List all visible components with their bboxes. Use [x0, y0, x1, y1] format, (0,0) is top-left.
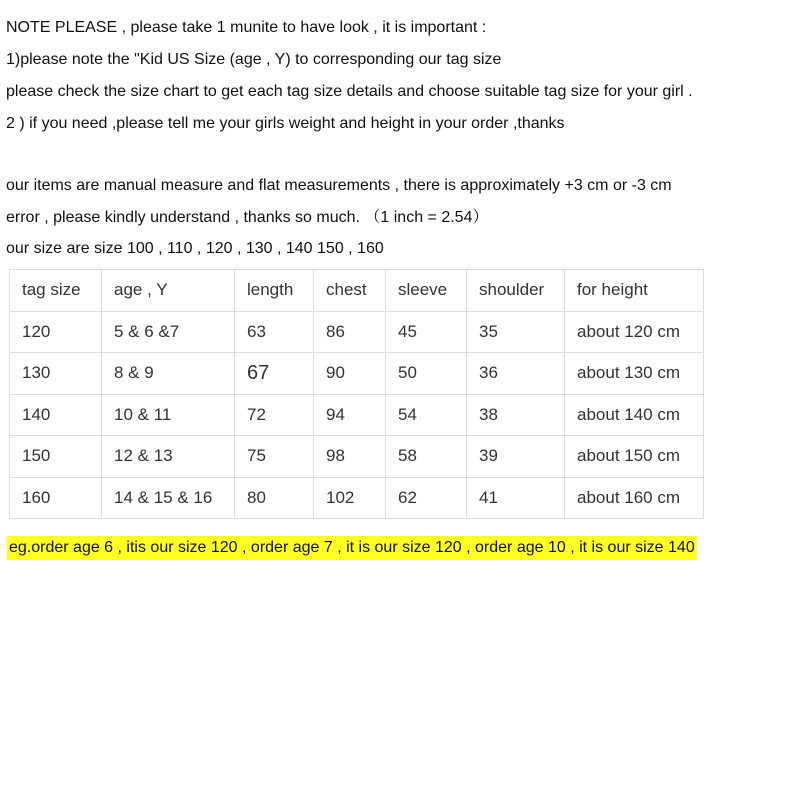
cell-for-height: about 160 cm [565, 477, 704, 519]
cell-age: 14 & 15 & 16 [102, 477, 235, 519]
cell-tag-size: 120 [10, 311, 102, 353]
cell-for-height: about 140 cm [565, 394, 704, 436]
cell-length: 67 [235, 353, 314, 395]
example-highlight: eg.order age 6 , itis our size 120 , order age 7 , it is our size 120 , order age 10 , it is our size 140 [7, 536, 697, 560]
note-line-check-chart: please check the size chart to get each tag size details and choose suitable tag size for your girl . [6, 83, 693, 100]
cell-chest: 94 [314, 394, 386, 436]
cell-age: 10 & 11 [102, 394, 235, 436]
cell-chest: 98 [314, 436, 386, 478]
cell-shoulder: 36 [467, 353, 565, 395]
header-chest: chest [314, 270, 386, 312]
cell-shoulder: 39 [467, 436, 565, 478]
cell-sleeve: 58 [386, 436, 467, 478]
note-line-size-mapping: 1)please note the "Kid US Size (age , Y) to corresponding our tag size [6, 51, 502, 68]
cell-for-height: about 130 cm [565, 353, 704, 395]
note-line-sizes: our size are size 100 , 110 , 120 , 130 , 140 150 , 160 [6, 240, 384, 257]
header-shoulder: shoulder [467, 270, 565, 312]
cell-age: 8 & 9 [102, 353, 235, 395]
cell-sleeve: 54 [386, 394, 467, 436]
header-tag-size: tag size [10, 270, 102, 312]
cell-chest: 102 [314, 477, 386, 519]
cell-tag-size: 140 [10, 394, 102, 436]
cell-tag-size: 150 [10, 436, 102, 478]
cell-shoulder: 35 [467, 311, 565, 353]
note-line-important: NOTE PLEASE , please take 1 munite to have look , it is important : [6, 19, 487, 36]
cell-tag-size: 130 [10, 353, 102, 395]
size-chart-table [9, 269, 704, 519]
cell-length: 63 [235, 311, 314, 353]
cell-tag-size: 160 [10, 477, 102, 519]
note-line-error: error , please kindly understand , thanks so much. （1 inch = 2.54） [6, 209, 489, 226]
cell-chest: 90 [314, 353, 386, 395]
table-row [10, 394, 704, 436]
cell-age: 5 & 6 &7 [102, 311, 235, 353]
cell-length: 75 [235, 436, 314, 478]
table-row [10, 353, 704, 395]
table-row [10, 477, 704, 519]
cell-for-height: about 150 cm [565, 436, 704, 478]
cell-age: 12 & 13 [102, 436, 235, 478]
table-row [10, 436, 704, 478]
cell-sleeve: 45 [386, 311, 467, 353]
header-length: length [235, 270, 314, 312]
cell-shoulder: 41 [467, 477, 565, 519]
note-line-weight-height: 2 ) if you need ,please tell me your girls weight and height in your order ,thanks [6, 115, 565, 132]
header-age: age , Y [102, 270, 235, 312]
cell-length: 80 [235, 477, 314, 519]
cell-for-height: about 120 cm [565, 311, 704, 353]
header-sleeve: sleeve [386, 270, 467, 312]
table-header-row [10, 270, 704, 312]
cell-sleeve: 62 [386, 477, 467, 519]
cell-length: 72 [235, 394, 314, 436]
cell-chest: 86 [314, 311, 386, 353]
header-for-height: for height [565, 270, 704, 312]
note-line-measurement: our items are manual measure and flat measurements , there is approximately +3 cm or -3 cm [6, 177, 672, 194]
cell-shoulder: 38 [467, 394, 565, 436]
table-row [10, 311, 704, 353]
cell-sleeve: 50 [386, 353, 467, 395]
